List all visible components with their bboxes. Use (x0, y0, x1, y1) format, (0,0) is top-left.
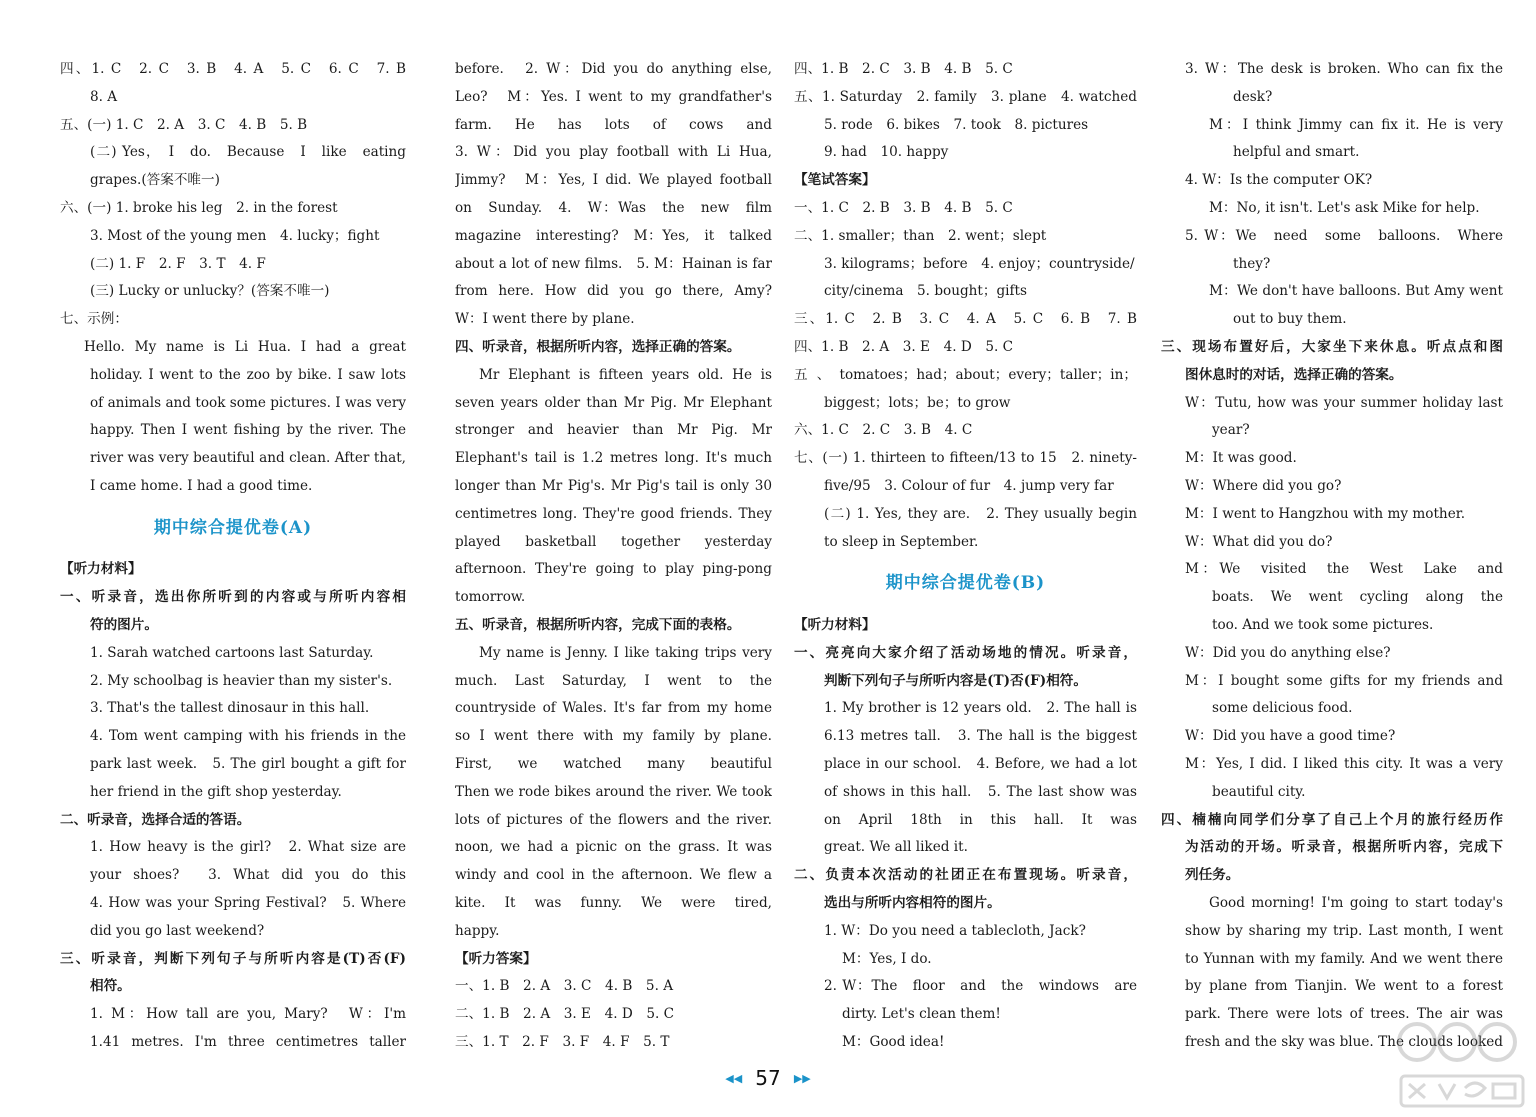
answer-line: W：Did you do anything else? (1185, 644, 1391, 661)
answer-line: park last week. 5. The girl bought a gift for (90, 755, 406, 772)
answer-line: 3. kilograms；before 4. enjoy；countryside/ (824, 255, 1135, 272)
answer-line: 相符。 (90, 978, 131, 995)
answer-line: 二、听录音，选择合适的答语。 (60, 811, 251, 828)
answer-line: of animals and took some pictures. I was very (90, 394, 406, 411)
answer-line: 符的图片。 (90, 616, 158, 633)
answer-line: show by sharing my trip. Last month, I went (1185, 922, 1503, 939)
answer-line: centimetres long. They're good friends. They (455, 505, 772, 522)
page-footer (0, 1066, 1536, 1096)
next-arrows-icon: ▶▶ (793, 1071, 811, 1085)
answer-line: 二、负责本次活动的社团正在布置现场。听录音， (794, 867, 1137, 884)
answer-line: so I went there with my family by plane. (455, 728, 772, 745)
answer-line: on Sunday. 4. W：Was the new film (455, 199, 772, 216)
answer-line: fresh and the sky was blue. The clouds looked (1185, 1033, 1503, 1050)
answer-line: 四、听录音，根据所听内容，选择正确的答案。 (455, 338, 741, 355)
answer-line: boats. We went cycling along the (1212, 589, 1503, 606)
answer-line: helpful and smart. (1233, 144, 1360, 161)
answer-line: W：Did you have a good time? (1185, 728, 1396, 745)
answer-line: 5. W：We need some balloons. Where (1185, 227, 1503, 244)
answer-line: to Yunnan with my family. And we went there (1185, 950, 1503, 967)
answer-line: 4. How was your Spring Festival? 5. Where (90, 894, 406, 911)
answer-line: 一、亮亮向大家介绍了活动场地的情况。听录音， (794, 644, 1137, 661)
answer-line: Elephant's tail is 1.2 metres long. It's much (455, 450, 772, 467)
answer-line: 【听力答案】 (455, 950, 537, 967)
answer-line: much. Last Saturday, I went to the (455, 672, 772, 689)
answer-line: M：We visited the West Lake and (1185, 561, 1503, 578)
section-title: 期中综合提优卷(A) (153, 517, 313, 538)
answer-line: 四、1. B 2. A 3. E 4. D 5. C (794, 338, 1014, 355)
answer-line: some delicious food. (1212, 700, 1353, 717)
answer-line: M：It was good. (1185, 450, 1297, 467)
answer-line: river was very beautiful and clean. After that, (90, 450, 406, 467)
answer-line: (三) Lucky or unlucky？(答案不唯一) (90, 283, 330, 300)
answer-line: of shows in this hall. 5. The last show was (824, 783, 1137, 800)
answer-line: 四、1. B 2. C 3. B 4. B 5. C (794, 61, 1013, 77)
answer-line: kite. It was funny. We were tired, (455, 894, 772, 911)
answer-line: 二、1. B 2. A 3. E 4. D 5. C (455, 1006, 675, 1023)
answer-line: 选出与所听内容相符的图片。 (824, 894, 1001, 911)
answer-line: Mr Elephant is fifteen years old. He is (479, 366, 772, 383)
answer-line: 六、(一) 1. broke his leg 2. in the forest (60, 199, 338, 216)
answer-line: by plane from Tianjin. We went to a forest (1185, 978, 1503, 995)
answer-line: park. There were lots of trees. The air was (1185, 1006, 1503, 1023)
answer-line: 9. had 10. happy (824, 144, 949, 161)
answer-line: before. 2. W：Did you do anything else, (455, 61, 772, 77)
answer-line: did you go last weekend? (90, 922, 265, 939)
answer-line: M：I went to Hangzhou with my mother. (1185, 505, 1466, 522)
answer-line: from here. How did you go there, Amy? (455, 283, 772, 300)
answer-line: M：I think Jimmy can fix it. He is very (1209, 116, 1503, 133)
answer-line: 一、1. B 2. A 3. C 4. B 5. A (455, 978, 674, 995)
answer-line: 1. Sarah watched cartoons last Saturday. (90, 644, 374, 661)
answer-line: 1. M：How tall are you, Mary? W：I'm (90, 1006, 406, 1023)
answer-line: 为活动的开场。听录音，根据所听内容，完成下 (1185, 839, 1503, 856)
answer-line: 四、1. C 2. C 3. B 4. A 5. C 6. C 7. B (60, 61, 406, 77)
answer-line: W：Where did you go? (1185, 477, 1342, 494)
answer-line: played basketball together yesterday (455, 533, 772, 550)
answer-line: Hello. My name is Li Hua. I had a great (84, 338, 406, 355)
answer-line: 2. W：The floor and the windows are (824, 978, 1137, 995)
answer-line: grapes.(答案不唯一) (90, 172, 220, 189)
answer-line: year? (1212, 422, 1250, 439)
watermark-logo (1395, 1018, 1530, 1113)
answer-line: M：We don't have balloons. But Amy went (1209, 283, 1503, 300)
answer-line: afternoon. They're going to play ping-pong (455, 561, 772, 578)
answer-line: lots of pictures of the flowers and the river. (455, 811, 772, 828)
answer-line: 二、1. smaller；than 2. went；slept (794, 227, 1047, 244)
answer-line: windy and cool in the afternoon. We flew a (455, 867, 772, 884)
answer-line: to sleep in September. (824, 533, 979, 550)
answer-line: M：No, it isn't. Let's ask Mike for help. (1209, 199, 1480, 216)
answer-line: happy. Then I went fishing by the river. The (90, 422, 406, 439)
answer-line: First, we watched many beautiful (455, 755, 772, 772)
answer-line: 六、1. C 2. C 3. B 4. C (794, 422, 973, 439)
answer-column-2 (455, 56, 772, 1057)
answer-line: 3. Most of the young men 4. lucky；fight (90, 227, 380, 244)
answer-line: W：I went there by plane. (455, 311, 635, 328)
answer-line: M：Good idea! (842, 1033, 945, 1050)
answer-line: about a lot of new films. 5. M：Hainan is far (455, 255, 772, 272)
answer-line: I came home. I had a good time. (90, 477, 313, 494)
answer-line: Leo? M：Yes. I went to my grandfather's (455, 88, 772, 105)
answer-line: dirty. Let's clean them! (842, 1006, 1001, 1023)
answer-column-4 (1161, 56, 1503, 1057)
answer-line: 【听力材料】 (60, 561, 142, 578)
answer-line: 1. My brother is 12 years old. 2. The hall is (824, 700, 1137, 717)
answer-line: 五、1. Saturday 2. family 3. plane 4. watched (794, 88, 1137, 105)
answer-line: 三、听录音，判断下列句子与所听内容是(T)否(F) (60, 950, 406, 967)
answer-line: 5. rode 6. bikes 7. took 8. pictures (824, 116, 1089, 133)
answer-line: 3. W：Did you play football with Li Hua, (455, 144, 772, 161)
answer-line: city/cinema 5. bought；gifts (824, 283, 1027, 300)
answer-line: 判断下列句子与所听内容是(T)否(F)相符。 (824, 672, 1087, 689)
answer-line: M：I bought some gifts for my friends and (1185, 672, 1503, 689)
answer-line: 四、楠楠向同学们分享了自己上个月的旅行经历作 (1161, 811, 1503, 828)
answer-line: 【听力材料】 (794, 616, 876, 633)
answer-line: 3. That's the tallest dinosaur in this hall. (90, 700, 370, 717)
answer-line: holiday. I went to the zoo by bike. I saw lots (90, 366, 406, 383)
answer-line: 五、tomatoes；had；about；every；taller；in； (794, 366, 1137, 383)
answer-line: 4. W：Is the computer OK? (1185, 172, 1373, 189)
section-title: 期中综合提优卷(B) (885, 573, 1046, 594)
answer-line: 1. How heavy is the girl? 2. What size are (90, 839, 406, 856)
answer-line: (二) Yes， I do. Because I like eating (90, 144, 406, 161)
answer-line: 8. A (90, 88, 118, 105)
answer-line: they? (1233, 255, 1271, 272)
answer-line: 1.41 metres. I'm three centimetres taller (90, 1033, 406, 1050)
answer-line: 图休息时的对话，选择正确的答案。 (1185, 366, 1403, 383)
answer-line: (二) 1. Yes, they are. 2. They usually begin (824, 505, 1137, 522)
answer-line: M：Yes, I do. (842, 950, 932, 967)
answer-line: too. And we took some pictures. (1212, 616, 1434, 633)
answer-line: longer than Mr Pig's. Mr Pig's tail is only 30 (455, 477, 772, 494)
answer-line: five/95 3. Colour of fur 4. jump very far (824, 477, 1114, 494)
answer-line: 1. W：Do you need a tablecloth, Jack? (824, 922, 1086, 939)
answer-line: 6.13 metres tall. 3. The hall is the biggest (824, 728, 1137, 745)
answer-line: My name is Jenny. I like taking trips very (479, 644, 772, 661)
answer-line: 4. Tom went camping with his friends in the (90, 728, 406, 745)
answer-line: countryside of Wales. It's far from my home (455, 700, 772, 717)
answer-line: 三、1. C 2. B 3. C 4. A 5. C 6. B 7. B (794, 311, 1137, 328)
answer-line: 五、(一) 1. C 2. A 3. C 4. B 5. B (60, 116, 308, 133)
answer-line: 2. My schoolbag is heavier than my sister's. (90, 672, 393, 689)
answer-line: 七、(一) 1. thirteen to fifteen/13 to 15 2. ninety- (794, 450, 1137, 467)
answer-line: Good morning! I'm going to start today's (1209, 894, 1503, 911)
answer-line: noon, we had a picnic on the grass. It was (455, 839, 772, 856)
answer-line: happy. (455, 922, 500, 939)
answer-line: biggest；lots；be；to grow (824, 394, 1011, 411)
answer-line: tomorrow. (455, 589, 526, 606)
answer-line: place in our school. 4. Before, we had a lot (824, 755, 1137, 772)
page-number: 57 (755, 1066, 781, 1090)
answer-line: farm. He has lots of cows and (455, 116, 772, 133)
answer-column-1 (60, 56, 406, 1057)
answer-line: 三、1. T 2. F 3. F 4. F 5. T (455, 1033, 670, 1050)
answer-line: seven years older than Mr Pig. Mr Elephant (455, 394, 772, 411)
answer-line: Jimmy? M：Yes, I did. We played football (455, 172, 772, 189)
answer-line: Then we rode bikes around the river. We took (455, 783, 772, 800)
answer-line: (二) 1. F 2. F 3. T 4. F (90, 255, 266, 272)
answer-line: beautiful city. (1212, 783, 1306, 800)
answer-line: 一、1. C 2. B 3. B 4. B 5. C (794, 199, 1013, 216)
answer-line: out to buy them. (1233, 311, 1347, 328)
prev-arrows-icon: ◀◀ (725, 1071, 743, 1085)
answer-line: 【笔试答案】 (794, 172, 876, 189)
answer-line: 3. W：The desk is broken. Who can fix the (1185, 61, 1503, 77)
answer-line: 五、听录音，根据所听内容，完成下面的表格。 (455, 616, 741, 633)
answer-line: 七、示例： (60, 311, 128, 328)
answer-line: 一、听录音，选出你所听到的内容或与所听内容相 (60, 589, 406, 606)
answer-line: 三、现场布置好后，大家坐下来休息。听点点和图 (1161, 338, 1503, 355)
answer-column-3 (794, 56, 1137, 1057)
answer-line: W：Tutu, how was your summer holiday last (1185, 394, 1503, 411)
answer-line: 列任务。 (1185, 867, 1240, 884)
answer-line: on April 18th in this hall. It was (824, 811, 1137, 828)
answer-line: great. We all liked it. (824, 839, 968, 856)
answer-line: W：What did you do? (1185, 533, 1333, 550)
answer-line: magazine interesting? M：Yes, it talked (455, 227, 772, 244)
answer-line: your shoes? 3. What did you do this (90, 867, 406, 884)
answer-line: desk? (1233, 88, 1273, 105)
answer-line: stronger and heavier than Mr Pig. Mr (455, 422, 772, 439)
answer-line: her friend in the gift shop yesterday. (90, 783, 342, 800)
answer-line: M：Yes, I did. I liked this city. It was a very (1185, 755, 1503, 772)
